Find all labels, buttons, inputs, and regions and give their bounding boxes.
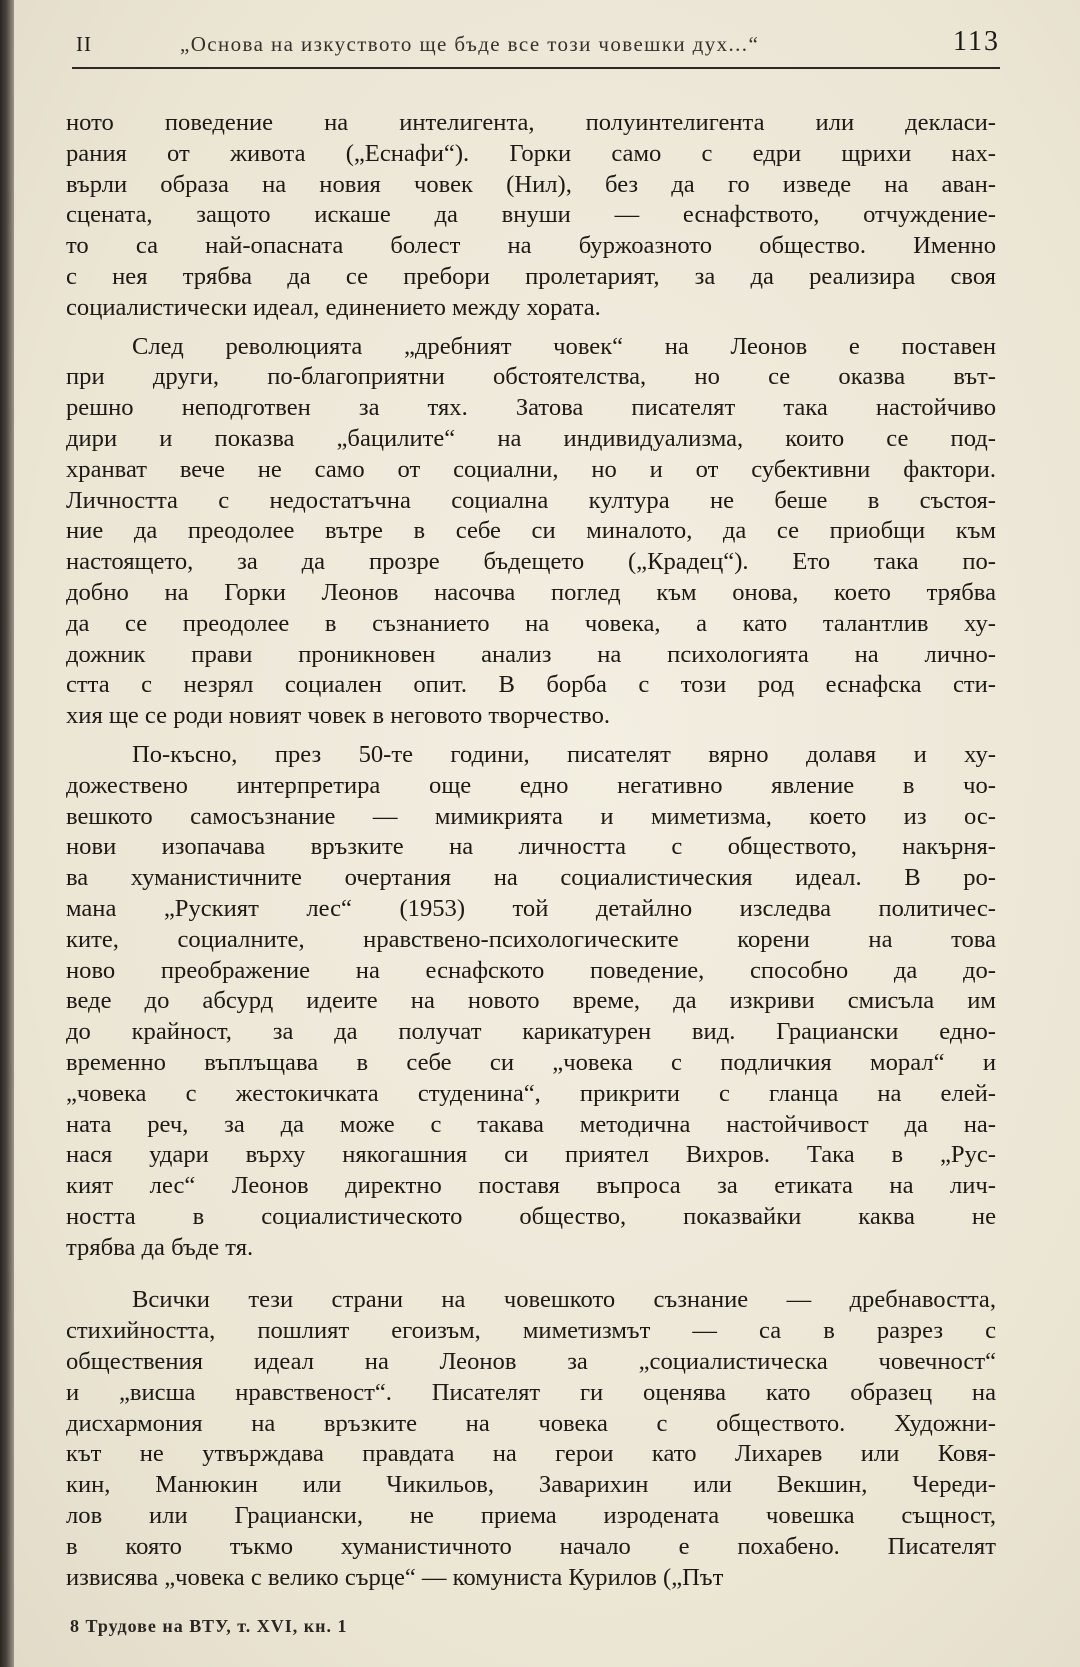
paragraph: [66, 740, 996, 1264]
page-number: 113: [953, 26, 1000, 57]
text-line: то са най-опасната болест на буржоазното общество. Именно: [66, 232, 996, 260]
text-line: вешкото самосъзнание — мимикрията и миметизма, което из ос-: [66, 802, 996, 830]
printer-signature: 8 Трудове на ВТУ, т. XVI, кн. 1: [70, 1616, 348, 1636]
text-line: трябва да бъде тя.: [66, 1233, 254, 1261]
running-header: [72, 26, 1000, 60]
text-line: ново преображение на еснафското поведение, способно да до-: [66, 956, 996, 984]
text-line: хия ще се роди новият човек в неговото творчество.: [66, 702, 611, 730]
paragraph: [66, 108, 996, 324]
text-line: при други, по-благоприятни обстоятелства, но се оказва вът-: [66, 363, 996, 391]
text-line: ние да преодолее вътре в себе си миналото, да се приобщи към: [66, 517, 996, 545]
text-line: стихийността, пошлият егоизъм, миметизмът — са в разрез с: [66, 1317, 996, 1345]
text-line: нася удари върху някогашния си приятел Вихров. Така в „Рус-: [66, 1141, 996, 1169]
header-rule: [72, 67, 1000, 69]
text-line: дожник прави проникновен анализ на психологията на лично-: [66, 640, 996, 668]
text-line: нови изопачава връзките на личността с обществото, накърня-: [66, 833, 996, 861]
paragraph: [66, 1285, 996, 1593]
text-line: „човека с жестокичката студенина“, прикрити с гланца на елей-: [66, 1079, 996, 1107]
text-line: Личността с недостатъчна социална култура не беше в състоя-: [66, 486, 996, 514]
text-line: хранват вече не само от социални, но и от субективни фактори.: [66, 455, 996, 483]
text-line: ва хуманистичните очертания на социалистическия идеал. В ро-: [66, 864, 996, 892]
text-line: дожествено интерпретира още едно негативно явление в чо-: [66, 771, 996, 799]
text-line: Всички тези страни на човешкото съзнание — дребнавостта,: [132, 1286, 996, 1314]
text-line: рания от живота („Еснафи“). Горки само с едри щрихи нах-: [66, 139, 996, 167]
text-line: с нея трябва да се пребори пролетарият, за да реализира своя: [66, 262, 996, 290]
text-line: дисхармония на връзките на човека с обществото. Художни-: [66, 1409, 996, 1437]
text-line: решно неподготвен за тях. Затова писателят така настойчиво: [66, 394, 996, 422]
text-line: и „висша нравственост“. Писателят ги оценява като образец на: [66, 1378, 996, 1406]
text-line: веде до абсурд идеите на новото време, да изкриви смисъла им: [66, 987, 996, 1015]
text-line: добно на Горки Леонов насочва поглед към онова, което трябва: [66, 578, 996, 606]
text-line: настоящето, за да прозре бъдещето („Крадец“). Ето така по-: [66, 548, 996, 576]
running-title: „Основа на изкуството ще бъде все този човешки дух...“: [180, 32, 760, 56]
text-line: ността в социалистическото общество, показвайки каква не: [66, 1202, 996, 1230]
text-line: да се преодолее в съзнанието на човека, а като талантлив ху-: [66, 609, 996, 637]
text-line: кият лес“ Леонов директно поставя въпроса за етиката на лич-: [66, 1172, 996, 1200]
text-line: стта с незрял социален опит. В борба с този род еснафска сти-: [66, 671, 996, 699]
text-line: ките, социалните, нравствено-психологическите корени на това: [66, 925, 996, 953]
text-line: ното поведение на интелигента, полуинтелигента или декласи-: [66, 109, 996, 136]
text-line: ната реч, за да може с такава методична настойчивост да на-: [66, 1110, 996, 1138]
text-line: извисява „човека с велико сърце“ — комуниста Курилов („Път: [66, 1563, 724, 1591]
text-line: временно въплъщава в себе си „човека с подличкия морал“ и: [66, 1048, 996, 1076]
text-line: до крайност, за да получат карикатурен вид. Грациански едно-: [66, 1018, 996, 1046]
section-number: II: [76, 32, 92, 56]
text-line: в която тъкмо хуманистичното начало е похабено. Писателят: [66, 1532, 996, 1560]
paragraph: [66, 332, 996, 732]
text-line: кин, Манюкин или Чикильов, Заварихин или Векшин, Череди-: [66, 1471, 996, 1499]
text-line: кът не утвърждава правдата на герои като Лихарев или Ковя-: [66, 1440, 996, 1468]
text-line: сцената, защото искаше да внуши — еснафството, отчуждение-: [66, 201, 996, 229]
book-spine-shadow: [0, 0, 14, 1667]
text-line: мана „Руският лес“ (1953) той детайлно изследва политичес-: [66, 894, 996, 922]
text-line: След революцията „дребният човек“ на Леонов е поставен: [132, 332, 996, 360]
text-line: върли образа на новия човек (Нил), без да го изведе на аван-: [66, 170, 996, 198]
text-line: дири и показва „бацилите“ на индивидуализма, които се под-: [66, 424, 996, 452]
text-line: По-късно, през 50-те години, писателят вярно долавя и ху-: [132, 740, 996, 768]
text-line: социалистически идеал, единението между хората.: [66, 293, 601, 321]
text-line: лов или Грациански, не приема изродената човешка същност,: [66, 1502, 996, 1530]
text-line: обществения идеал на Леонов за „социалистическа човечност“: [66, 1348, 996, 1376]
body-text: [66, 108, 996, 1593]
